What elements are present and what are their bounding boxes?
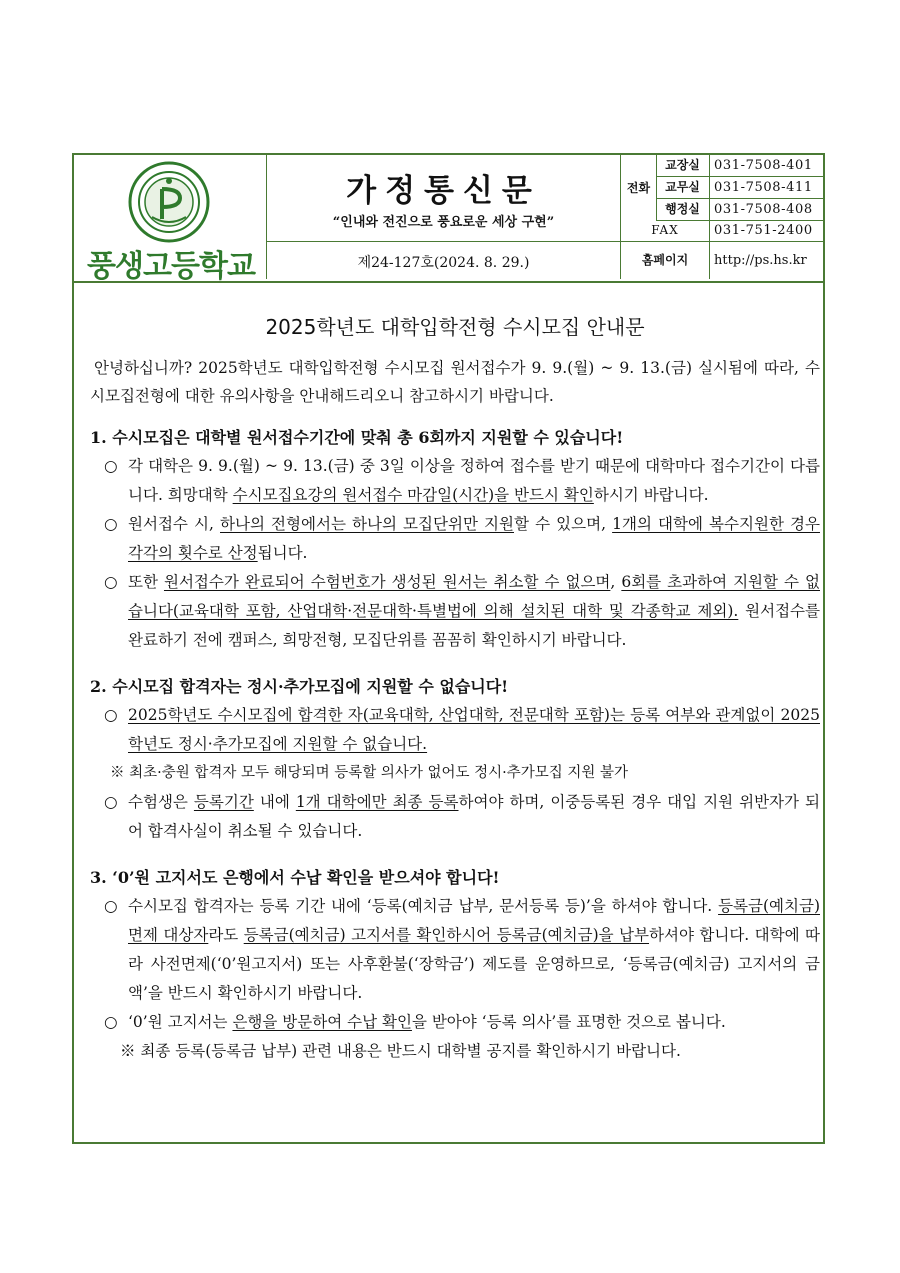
letterhead xyxy=(74,155,823,283)
list-item: ○ 수시모집 합격자는 등록 기간 내에 ‘등록(예치금 납부, 문서등록 등)’을 하셔야 합니다. 등록금(예치금) 면제 대상자라도 등록금(예치금) 고지서를 확인하시어 등록금(예치금)을 납부하셔야 합니다. 대학에 따라 사전면제(‘0’원고지서) 또는 사후환불(‘장학금’) 제도를 운영하므로, ‘등록금(예치금) 고지서의 금액’을 반드시 확인하시기 바랍니다. xyxy=(90,892,820,1008)
logo-cell xyxy=(74,155,267,284)
bullet-icon: ○ xyxy=(104,1013,118,1031)
list-item: ○ 수험생은 등록기간 내에 1개 대학에만 최종 등록하여야 하며, 이중등록된 경우 대입 지원 위반자가 되어 합격사실이 취소될 수 있습니다. xyxy=(90,788,820,846)
homepage-row xyxy=(621,242,823,279)
homepage-label: 홈페이지 xyxy=(621,242,710,279)
fax-number: 031-751-2400 xyxy=(714,223,813,238)
school-name: 풍생고등학교 xyxy=(87,249,255,284)
note-text: ※ 최종 등록(등록금 납부) 관련 내용은 반드시 대학별 공지를 확인하시기 바랍니다. xyxy=(120,1042,681,1060)
issue-number: 제24-127호(2024. 8. 29.) xyxy=(357,255,530,271)
bullet-icon: ○ xyxy=(104,573,118,591)
notice-body xyxy=(90,311,820,1066)
list-item: ○ 2025학년도 수시모집에 합격한 자(교육대학, 산업대학, 전문대학 포함)는 등록 여부와 관계없이 2025학년도 정시·추가모집에 지원할 수 없습니다. xyxy=(90,701,820,759)
contact-number: 031-7508-401 xyxy=(714,158,813,173)
bullet-icon: ○ xyxy=(104,793,118,811)
contact-row xyxy=(656,177,823,199)
doc-title: 가정통신문 xyxy=(346,173,541,209)
title-cell xyxy=(267,155,621,242)
contact-label: 행정실 xyxy=(656,199,710,220)
tel-label: 전화 xyxy=(621,155,657,220)
contact-label: 교장실 xyxy=(656,155,710,176)
fax-row xyxy=(621,220,823,242)
note-text: ※ 최초·충원 합격자 모두 해당되며 등록할 의사가 없어도 정시·추가모집 지원 불가 xyxy=(110,765,629,781)
bullet-icon: ○ xyxy=(104,706,118,724)
contact-row xyxy=(656,199,823,221)
section-2-heading: 2. 수시모집 합격자는 정시·추가모집에 지원할 수 없습니다! xyxy=(90,677,509,696)
bullet-icon: ○ xyxy=(104,897,118,915)
list-item: ○ 원서접수 시, 하나의 전형에서는 하나의 모집단위만 지원할 수 있으며, 1개의 대학에 복수지원한 경우 각각의 횟수로 산정됩니다. xyxy=(90,510,820,568)
issue-cell xyxy=(267,242,621,279)
homepage-link[interactable]: http://ps.hs.kr xyxy=(714,253,807,268)
intro-paragraph: 안녕하십니까? 2025학년도 대학입학전형 수시모집 원서접수가 9. 9.(월) ~ 9. 13.(금) 실시됨에 따라, 수시모집전형에 대한 유의사항을 안내해드리오니 참고하시기 바랍니다. xyxy=(90,359,820,405)
section-3-heading: 3. ‘0’원 고지서도 은행에서 수납 확인을 받으셔야 합니다! xyxy=(90,868,500,887)
section-1-heading: 1. 수시모집은 대학별 원서접수기간에 맞춰 총 6회까지 지원할 수 있습니다! xyxy=(90,428,624,447)
contact-label: 교무실 xyxy=(656,177,710,198)
notice-frame xyxy=(72,153,825,1144)
school-motto: “인내와 전진으로 풍요로운 세상 구현” xyxy=(332,215,555,230)
list-item: ○ ‘0’원 고지서는 은행을 방문하여 수납 확인을 받아야 ‘등록 의사’를 표명한 것으로 봅니다. xyxy=(90,1008,820,1037)
bullet-icon: ○ xyxy=(104,457,118,475)
list-item: ○ 각 대학은 9. 9.(월) ~ 9. 13.(금) 중 3일 이상을 정하여 접수를 받기 때문에 대학마다 접수기간이 다릅니다. 희망대학 수시모집요강의 원서접수 마감일(시간)을 반드시 확인하시기 바랍니다. xyxy=(90,452,820,510)
list-item: ○ 또한 원서접수가 완료되어 수험번호가 생성된 원서는 취소할 수 없으며, 6회를 초과하여 지원할 수 없습니다(교육대학 포함, 산업대학·전문대학·특별법에 의해 설치된 대학 및 각종학교 제외). 원서접수를 완료하기 전에 캠퍼스, 희망전형, 모집단위를 꼼꼼히 확인하시기 바랍니다. xyxy=(90,568,820,655)
bullet-icon: ○ xyxy=(104,515,118,533)
contact-row xyxy=(656,155,823,177)
contact-number: 031-7508-411 xyxy=(714,180,813,195)
contact-number: 031-7508-408 xyxy=(714,202,813,217)
school-emblem-icon xyxy=(128,161,210,243)
fax-label: FAX xyxy=(621,220,710,241)
contact-table xyxy=(621,155,823,279)
notice-title: 2025학년도 대학입학전형 수시모집 안내문 xyxy=(265,315,645,339)
